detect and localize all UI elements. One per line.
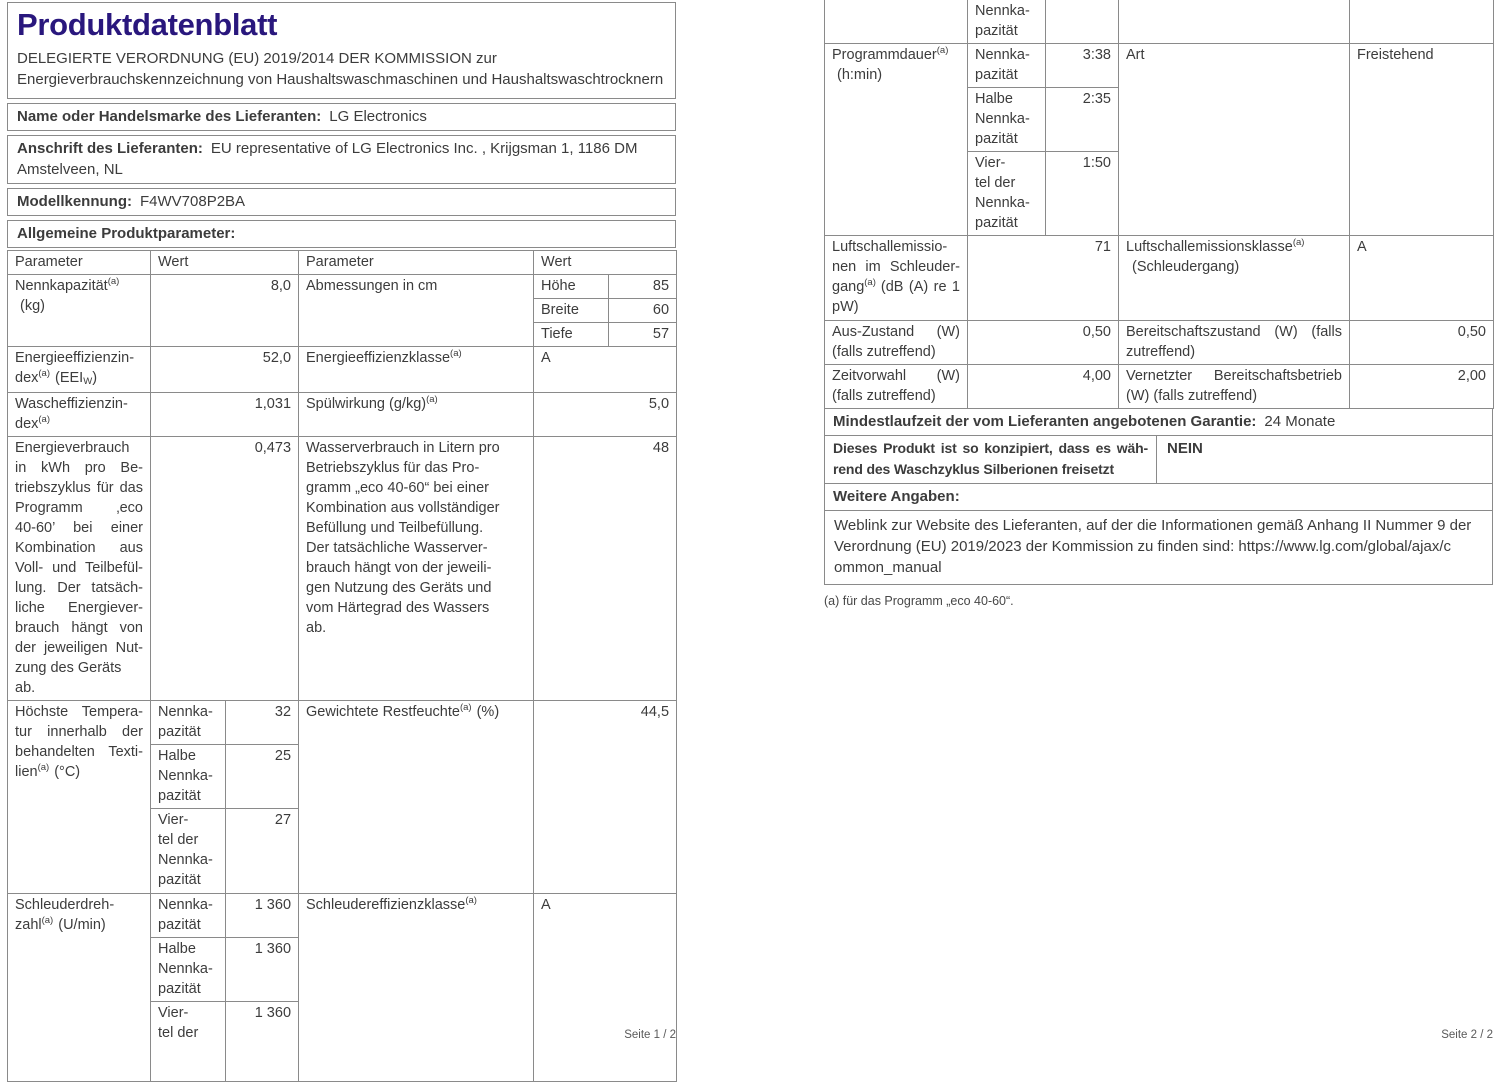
document-title: Produktdatenblatt	[17, 7, 278, 42]
wasserverbrauch-label-cell	[299, 437, 534, 701]
label-line: Schleuderdreh-	[15, 897, 115, 913]
dauer-viertel-value: 1:50	[1046, 152, 1119, 236]
text-line: Bereitschaftszustand (W) (falls	[1126, 324, 1342, 340]
text-line: pazität	[975, 215, 1018, 231]
text-line: (falls zutreffend)	[832, 344, 936, 360]
text-line: ab.	[306, 620, 327, 636]
text-line: Weblink zur Website des Lieferanten, auf der die Informationen gemäß Anhang II Nummer 9 der	[834, 517, 1472, 534]
temp-nennkapazitaet-label	[151, 701, 226, 745]
garantie-row	[824, 408, 1493, 436]
label-line: Wascheffizienzin-	[15, 396, 128, 412]
restfeuchte-value: 44,5	[534, 701, 677, 894]
subscript-w: W	[83, 376, 93, 387]
text-line: Vernetzter Bereitschaftsbetrieb	[1126, 368, 1342, 384]
title-section	[7, 2, 676, 99]
abmessung-hoehe-value: 85	[609, 275, 677, 299]
text-line: Zeitvorwahl (W)	[832, 368, 960, 384]
text-line: Programm ‚eco	[15, 500, 143, 516]
text-line: Nennka-	[975, 195, 1030, 211]
text-line: Energieverbrauch	[15, 440, 130, 456]
label-text: Gewichtete Restfeuchte	[306, 704, 460, 720]
text-line: der jeweiligen Nut-	[15, 640, 143, 656]
label-line: (Schleudergang)	[1132, 259, 1240, 275]
energieverbrauch-value: 0,473	[151, 437, 299, 701]
text-line: Nennka-	[975, 3, 1030, 19]
general-params-row	[7, 220, 676, 248]
programmdauer-label-cell	[825, 44, 968, 236]
text-line: lung. Der tatsäch-	[15, 580, 143, 596]
supplier-address-row	[7, 135, 676, 184]
regulation-line-1: DELEGIERTE VERORDNUNG (EU) 2019/2014 DER KOMMISSION zur	[17, 50, 497, 67]
parameters-table-page2	[824, 0, 1494, 409]
abmessung-hoehe-label: Höhe	[534, 275, 609, 299]
supplier-address-label: Anschrift des Lieferanten:	[17, 140, 203, 157]
vernetzt-value: 2,00	[1350, 365, 1494, 409]
text-line: pazität	[975, 23, 1018, 39]
text-line: Aus-Zustand (W)	[832, 324, 960, 340]
text-line: brauch hängt von	[15, 620, 143, 636]
text-line: Nennka-	[975, 47, 1030, 63]
drehzahl-viertel-value: 1 360	[226, 1002, 299, 1082]
label-text: zahl	[15, 917, 42, 933]
text-line: Kombination aus vollständiger	[306, 500, 500, 516]
label-line	[15, 762, 143, 782]
drehzahl-nennkapazitaet-label	[151, 894, 226, 938]
footnote-marker: (a)	[459, 702, 472, 713]
label-unit: (U/min)	[58, 917, 106, 933]
drehzahl-halbe-label	[151, 938, 226, 1002]
wascheffizienzindex-label-cell	[8, 393, 151, 437]
abmessung-tiefe-value: 57	[609, 323, 677, 347]
text-line: brauch hängt von der jeweili-	[306, 560, 492, 576]
footnote-marker: (a)	[37, 762, 50, 773]
text-line: pazität	[158, 917, 201, 933]
text-line: Nennka-	[158, 852, 213, 868]
empty-cell	[825, 0, 968, 44]
label-text: dex	[15, 416, 39, 432]
text-line: pazität	[158, 872, 201, 888]
text-line: pazität	[158, 981, 201, 997]
header-wert-1: Wert	[151, 251, 299, 275]
footnote-marker: (a)	[38, 368, 51, 379]
table-header-row	[8, 251, 677, 275]
luftschall-value: 71	[968, 236, 1119, 321]
text-line: Vier-	[158, 1005, 189, 1021]
zeitvorwahl-value: 4,00	[968, 365, 1119, 409]
label-text: dex	[15, 370, 39, 386]
model-label: Modellkennung:	[17, 193, 132, 210]
table-row	[8, 393, 677, 437]
label-text: Nennkapazität	[15, 278, 108, 294]
text-line: zutreffend)	[1126, 344, 1196, 360]
drehzahl-viertel-label	[151, 1002, 226, 1082]
hoechste-temperatur-label-cell	[8, 701, 151, 894]
text-line: vom Härtegrad des Wassers	[306, 600, 490, 616]
header-wert-2: Wert	[534, 251, 677, 275]
text-line: Nennka-	[158, 704, 213, 720]
text-line: Halbe	[158, 748, 196, 764]
aus-zustand-value: 0,50	[968, 321, 1119, 365]
text-line: Luftschallemissio-	[832, 239, 948, 255]
label-unit: (kg)	[20, 298, 45, 314]
temp-viertel-value: 27	[226, 809, 299, 894]
table-row	[825, 44, 1494, 88]
table-row	[8, 701, 677, 745]
spuelwirkung-label	[299, 393, 534, 437]
text-line: tur innerhalb der	[15, 724, 143, 740]
text-line: pazität	[975, 67, 1018, 83]
nennkapazitaet-label-cell	[8, 275, 151, 347]
supplier-name-value: LG Electronics	[329, 108, 427, 125]
table-row	[8, 437, 677, 701]
page1-footer: Seite 1 / 2	[624, 1029, 676, 1041]
weitere-angaben-label: Weitere Angaben:	[833, 488, 960, 505]
schleuderdrehzahl-label-cell	[8, 894, 151, 1082]
bereitschaft-value: 0,50	[1350, 321, 1494, 365]
text-line: Vier-	[158, 812, 189, 828]
text-line: triebszyklus für das	[15, 480, 143, 496]
silberionen-label	[825, 436, 1157, 483]
zeitvorwahl-label	[825, 365, 968, 409]
eei-label-cell	[8, 347, 151, 393]
label-line: pW)	[832, 299, 859, 315]
model-row	[7, 188, 676, 216]
empty-cell	[1046, 0, 1119, 44]
text-line: gen Nutzung des Geräts und	[306, 580, 492, 596]
energieverbrauch-label-cell	[8, 437, 151, 701]
footnote-marker: (a)	[936, 45, 949, 56]
empty-cell	[1119, 0, 1350, 44]
luftschallklasse-value: A	[1350, 236, 1494, 321]
text-line: Befüllung und Teilbefüllung.	[306, 520, 484, 536]
aus-zustand-label	[825, 321, 968, 365]
label-line	[15, 276, 143, 296]
label-line: Energieeffizienzin-	[15, 350, 135, 366]
text-line: pazität	[975, 131, 1018, 147]
table-row-continued	[825, 0, 1494, 44]
text-line: rend des Waschzyklus Silberionen freisetzt	[833, 461, 1115, 477]
label-line	[15, 368, 143, 388]
label-unit: (h:min)	[837, 67, 883, 83]
footnote-marker: (a)	[38, 414, 51, 425]
text-line: pazität	[158, 724, 201, 740]
text-line: nen im Schleuder-	[832, 259, 960, 275]
text-line: Dieses Produkt ist so konzipiert, dass es wäh-	[833, 440, 1148, 456]
text-line: 40-60’ bei einer	[15, 520, 143, 536]
label-text: )	[92, 370, 98, 386]
schleudereffizienzklasse-value: A	[534, 894, 677, 1082]
text-line: Halbe	[975, 91, 1013, 107]
text-line: in kWh pro Be-	[15, 460, 143, 476]
label-text: Programmdauer	[832, 47, 937, 63]
label-text: Schleudereffizienzklasse	[306, 897, 466, 913]
header-parameter-1: Parameter	[8, 251, 151, 275]
silberionen-value: NEIN	[1167, 440, 1203, 457]
label-line	[832, 277, 960, 297]
text-line: tel der	[158, 832, 199, 848]
regulation-line-2: Energieverbrauchskennzeichnung von Haushaltswaschmaschinen und Haushaltswaschtrocknern	[17, 71, 664, 88]
footnote-marker: (a)	[1292, 237, 1305, 248]
label-text: lien	[15, 764, 38, 780]
table-row	[825, 365, 1494, 409]
text-line: Vier-	[975, 155, 1006, 171]
text-line: Verordnung (EU) 2019/2023 der Kommission zu finden sind: https://www.lg.com/global/ajax/c	[834, 538, 1451, 555]
dauer-nennkapazitaet-value: 3:38	[1046, 44, 1119, 88]
silberionen-row	[824, 435, 1493, 484]
text-line: ommon_manual	[834, 559, 942, 576]
luftschallklasse-label-cell	[1119, 236, 1350, 321]
table-row	[8, 894, 677, 938]
drehzahl-nennkapazitaet-value: 1 360	[226, 894, 299, 938]
nennkapazitaet-value: 8,0	[151, 275, 299, 347]
label-text: Energieeffizienzklasse	[306, 350, 451, 366]
table-row	[825, 321, 1494, 365]
drehzahl-halbe-value: 1 360	[226, 938, 299, 1002]
dauer-halbe-value: 2:35	[1046, 88, 1119, 152]
header-parameter-2: Parameter	[299, 251, 534, 275]
garantie-value: 24 Monate	[1264, 413, 1336, 430]
temp-halbe-label	[151, 745, 226, 809]
eei-value: 52,0	[151, 347, 299, 393]
dauer-viertel-label	[968, 152, 1046, 236]
garantie-label: Mindestlaufzeit der vom Lieferanten angebotenen Garantie:	[833, 413, 1257, 430]
wasserverbrauch-value: 48	[534, 437, 677, 701]
label-line	[832, 45, 960, 65]
spuelwirkung-value: 5,0	[534, 393, 677, 437]
footnote-marker: (a)	[465, 895, 477, 906]
text-line: Nennka-	[975, 111, 1030, 127]
continued-nennkapazitaet-label	[968, 0, 1046, 44]
footnote-marker: (a)	[107, 276, 120, 287]
text-line: Voll- und Teilbefül-	[15, 560, 143, 576]
abmessung-breite-value: 60	[609, 299, 677, 323]
table-row	[8, 347, 677, 393]
text-line: pazität	[158, 788, 201, 804]
text-line: Wasserverbrauch in Litern pro	[306, 440, 500, 456]
text-line: gramm „eco 40-60“ bei einer	[306, 480, 489, 496]
art-value: Freistehend	[1350, 44, 1494, 236]
label-text: (EEI	[55, 370, 84, 386]
table-row	[825, 236, 1494, 321]
schleudereffizienzklasse-label	[299, 894, 534, 1082]
abmessung-tiefe-label: Tiefe	[534, 323, 609, 347]
luftschall-label-cell	[825, 236, 968, 321]
label-line	[1126, 237, 1342, 257]
temp-nennkapazitaet-value: 32	[226, 701, 299, 745]
weblink-row	[824, 510, 1493, 585]
text-line: Nennka-	[158, 897, 213, 913]
text-line: Nennka-	[158, 961, 213, 977]
supplier-name-label: Name oder Handelsmarke des Lieferanten:	[17, 108, 322, 125]
temp-viertel-label	[151, 809, 226, 894]
label-line	[15, 915, 143, 935]
text-line: behandelten Texti-	[15, 744, 143, 760]
label-text: (dB (A) re 1	[880, 279, 960, 295]
energieeffizienzklasse-label	[299, 347, 534, 393]
text-line: Betriebszyklus für das Pro-	[306, 460, 480, 476]
footnote-marker: (a)	[864, 277, 876, 288]
label-text: (°C)	[54, 764, 81, 780]
label-unit: (%)	[476, 704, 500, 720]
supplier-address-value: EU representative of LG Electronics Inc. , Krijgsman 1, 1186 DM Amstelveen, NL	[17, 140, 638, 178]
model-value: F4WV708P2BA	[140, 193, 246, 210]
parameters-table-page1	[7, 250, 677, 1082]
footnote-marker: (a)	[41, 915, 54, 926]
weitere-angaben-row	[824, 483, 1493, 511]
abmessung-breite-label: Breite	[534, 299, 609, 323]
label-lines	[15, 702, 143, 762]
energieeffizienzklasse-value: A	[534, 347, 677, 393]
empty-cell	[1350, 0, 1494, 44]
wascheffizienzindex-value: 1,031	[151, 393, 299, 437]
supplier-name-row	[7, 103, 676, 131]
vernetzt-label	[1119, 365, 1350, 409]
art-label: Art	[1119, 44, 1350, 236]
footnote-a: (a) für das Programm „eco 40-60“.	[824, 594, 1014, 608]
text-line: tel der	[975, 175, 1016, 191]
text-line: Halbe	[158, 941, 196, 957]
temp-halbe-value: 25	[226, 745, 299, 809]
footnote-marker: (a)	[426, 394, 438, 405]
label-text: Luftschallemissionsklasse	[1126, 239, 1293, 255]
table-row	[8, 275, 677, 299]
general-params-label: Allgemeine Produktparameter:	[17, 225, 236, 242]
text-line: (falls zutreffend)	[832, 388, 936, 404]
abmessungen-label: Abmessungen in cm	[299, 275, 534, 347]
label-lines	[832, 237, 960, 277]
text-line: Der tatsächliche Wasserver-	[306, 540, 488, 556]
text-line: Kombination aus	[15, 540, 143, 556]
label-line	[15, 414, 143, 434]
text-line: liche Energiever-	[15, 600, 143, 616]
restfeuchte-label	[299, 701, 534, 894]
text-line: tel der	[158, 1025, 199, 1041]
page2-footer: Seite 2 / 2	[1441, 1029, 1493, 1041]
footnote-marker: (a)	[450, 348, 462, 359]
text-line: zung des Geräts ab.	[15, 660, 122, 696]
label-text: gang	[832, 279, 865, 295]
label-text: Spülwirkung (g/kg)	[306, 396, 427, 412]
dauer-halbe-label	[968, 88, 1046, 152]
dauer-nennkapazitaet-label	[968, 44, 1046, 88]
bereitschaft-label	[1119, 321, 1350, 365]
page-2	[824, 0, 1493, 608]
text-line: Höchste Tempera-	[15, 704, 143, 720]
text-line: (W) (falls zutreffend)	[1126, 388, 1258, 404]
text-line: Nennka-	[158, 768, 213, 784]
